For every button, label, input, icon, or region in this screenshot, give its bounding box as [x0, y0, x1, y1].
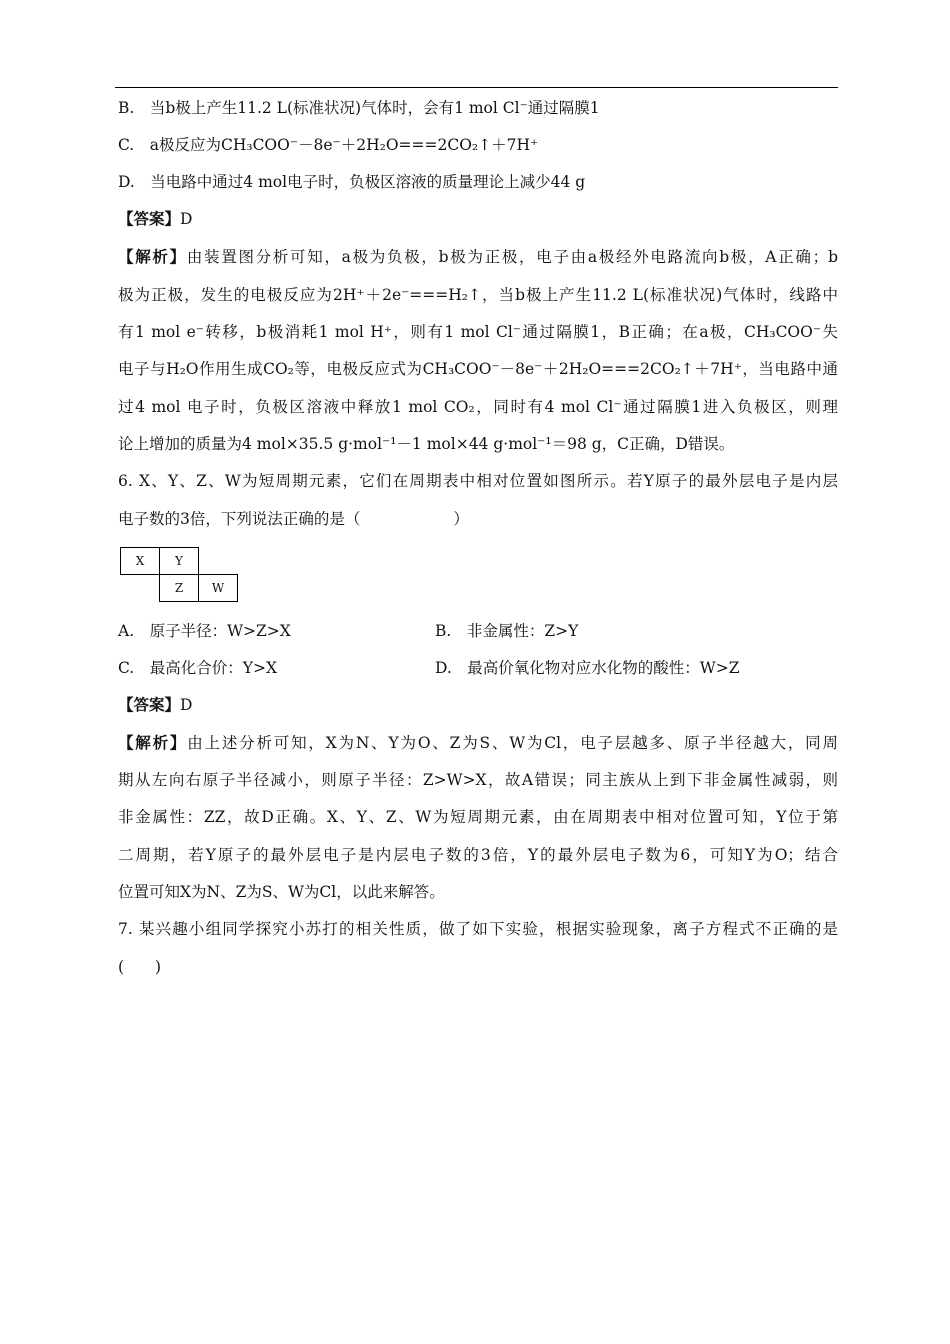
- cell-z: Z: [160, 575, 199, 602]
- analysis-text: 由上述分析可知，X为N、Y为O、Z为S、W为Cl，电子层越多、原子半径越大，同周: [187, 734, 838, 752]
- q5-analysis-line: 有1 mol e⁻转移，b极消耗1 mol H⁺，则有1 mol Cl⁻通过隔膜1，B正确；在a极，CH₃COO⁻失: [118, 323, 838, 341]
- q6-option-d: D. 最高价氧化物对应水化物的酸性：W>Z: [435, 659, 740, 677]
- q6-option-c: C. 最高化合价：Y>X: [118, 659, 277, 677]
- q5-option-b: B. 当b极上产生11.2 L(标准状况)气体时，会有1 mol Cl⁻通过隔膜1: [118, 99, 600, 117]
- analysis-label: 【解析】: [118, 247, 187, 266]
- q6-analysis-line: 位置可知X为N、Z为S、W为Cl，以此来解答。: [118, 883, 445, 901]
- answer-label: 【答案】: [118, 209, 181, 228]
- q5-answer: [118, 208, 838, 230]
- q6-option-a: A. 原子半径：W>Z>X: [118, 622, 291, 640]
- answer-value: D: [180, 696, 193, 714]
- answer-label: 【答案】: [118, 695, 181, 714]
- q5-analysis-line: 过4 mol 电子时，负极区溶液中释放1 mol CO₂，同时有4 mol Cl⁻通过隔膜1进入负极区，则理: [118, 398, 838, 416]
- q6-analysis-line: 二周期，若Y原子的最外层电子是内层电子数的3倍，Y的最外层电子数为6，可知Y为O；结合: [118, 846, 838, 864]
- q6-answer: [118, 694, 838, 716]
- q6-stem-line: 6. X、Y、Z、W为短周期元素，它们在周期表中相对位置如图所示。若Y原子的最外层电子是内层: [118, 472, 838, 490]
- analysis-text: 由装置图分析可知，a极为负极，b极为正极，电子由a极经外电路流向b极，A正确；b: [186, 248, 838, 266]
- analysis-label: 【解析】: [118, 733, 188, 752]
- q6-analysis-line: [118, 732, 838, 754]
- header-rule: [115, 87, 838, 88]
- q7-stem-line: 7. 某兴趣小组同学探究小苏打的相关性质，做了如下实验，根据实验现象，离子方程式不正确的是: [118, 920, 838, 938]
- q5-analysis-line: 极为正极，发生的电极反应为2H⁺＋2e⁻===H₂↑，当b极上产生11.2 L(标准状况)气体时，线路中: [118, 286, 838, 304]
- cell-w: W: [199, 575, 238, 602]
- q6-analysis-line: 期从左向右原子半径减小，则原子半径：Z>W>X，故A错误；同主族从上到下非金属性减弱，则: [118, 771, 838, 789]
- cell-y: Y: [160, 548, 199, 575]
- q6-stem-line: 电子数的3倍，下列说法正确的是（ ）: [118, 510, 469, 528]
- q5-option-d: D. 当电路中通过4 mol电子时，负极区溶液的质量理论上减少44 g: [118, 173, 586, 191]
- q7-stem-line: ( ): [118, 958, 162, 976]
- periodic-table-fragment: [120, 547, 238, 602]
- q6-analysis-line: 非金属性：ZZ，故D正确。X、Y、Z、W为短周期元素，由在周期表中相对位置可知，Y位于第: [118, 808, 838, 826]
- q6-option-b: B. 非金属性：Z>Y: [435, 622, 579, 640]
- q5-analysis-line: [118, 246, 838, 268]
- q5-analysis-line: 电子与H₂O作用生成CO₂等，电极反应式为CH₃COO⁻－8e⁻＋2H₂O===2CO₂↑＋7H⁺，当电路中通: [118, 360, 838, 378]
- q5-option-c: C. a极反应为CH₃COO⁻－8e⁻＋2H₂O===2CO₂↑＋7H⁺: [118, 136, 539, 154]
- q5-analysis-line: 论上增加的质量为4 mol×35.5 g·mol⁻¹－1 mol×44 g·mol⁻¹＝98 g，C正确，D错误。: [118, 435, 735, 453]
- cell-x: X: [121, 548, 160, 575]
- answer-value: D: [180, 210, 193, 228]
